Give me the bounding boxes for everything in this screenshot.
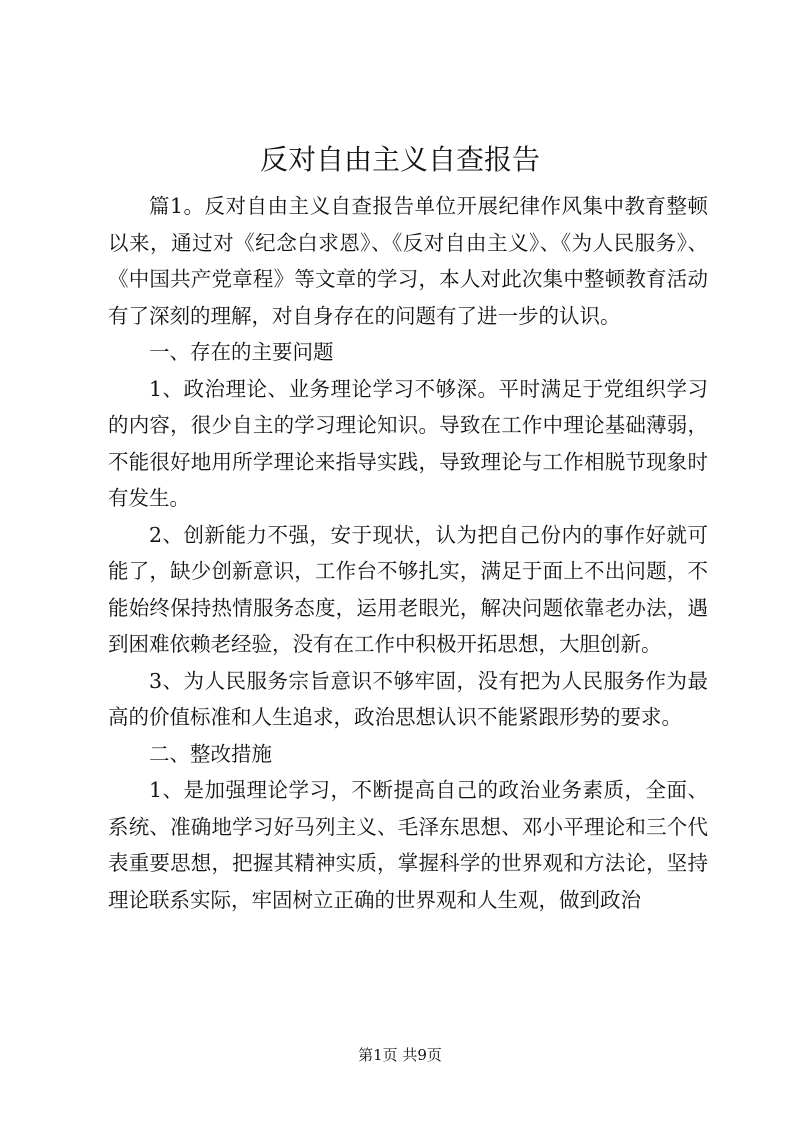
section-heading-problems: 一、存在的主要问题 — [149, 340, 334, 364]
document-body — [108, 188, 708, 918]
problem-paragraph-3: 3、为人民服务宗旨意识不够牢固，没有把为人民服务作为最高的价值标准和人生追求，政治思想认识不能紧跟形势的要求。 — [108, 668, 708, 729]
problem-paragraph-1: 1、政治理论、业务理论学习不够深。平时满足于党组织学习的内容，很少自主的学习理论知识。导致在工作中理论基础薄弱，不能很好地用所学理论来指导实践，导致理论与工作相脱节现象时有发生。 — [108, 376, 708, 510]
intro-paragraph: 篇1。反对自由主义自查报告单位开展纪律作风集中教育整顿以来，通过对《纪念白求恩》、《反对自由主义》、《为人民服务》、《中国共产党章程》等文章的学习，本人对此次集中整顿教育活动有了深刻的理解，对自身存在的问题有了进一步的认识。 — [108, 194, 708, 328]
section-heading-measures: 二、整改措施 — [149, 741, 272, 766]
measure-paragraph-1: 1、是加强理论学习，不断提高自己的政治业务素质，全面、系统、准确地学习好马列主义、毛泽东思想、邓小平理论和三个代表重要思想，把握其精神实质，掌握科学的世界观和方法论，坚持理论联系实际，牢固树立正确的世界观和人生观，做到政治 — [108, 778, 708, 912]
document-title: 反对自由主义自查报告 — [259, 143, 540, 176]
problem-paragraph-2: 2、创新能力不强，安于现状，认为把自己份内的事作好就可能了，缺少创新意识，工作台不够扎实，满足于面上不出问题，不能始终保持热情服务态度，运用老眼光，解决问题依靠老办法，遇到困难依赖老经验，没有在工作中积极开拓思想，大胆创新。 — [108, 522, 708, 656]
page-number-footer: 第1页 共9页 — [358, 1046, 442, 1064]
